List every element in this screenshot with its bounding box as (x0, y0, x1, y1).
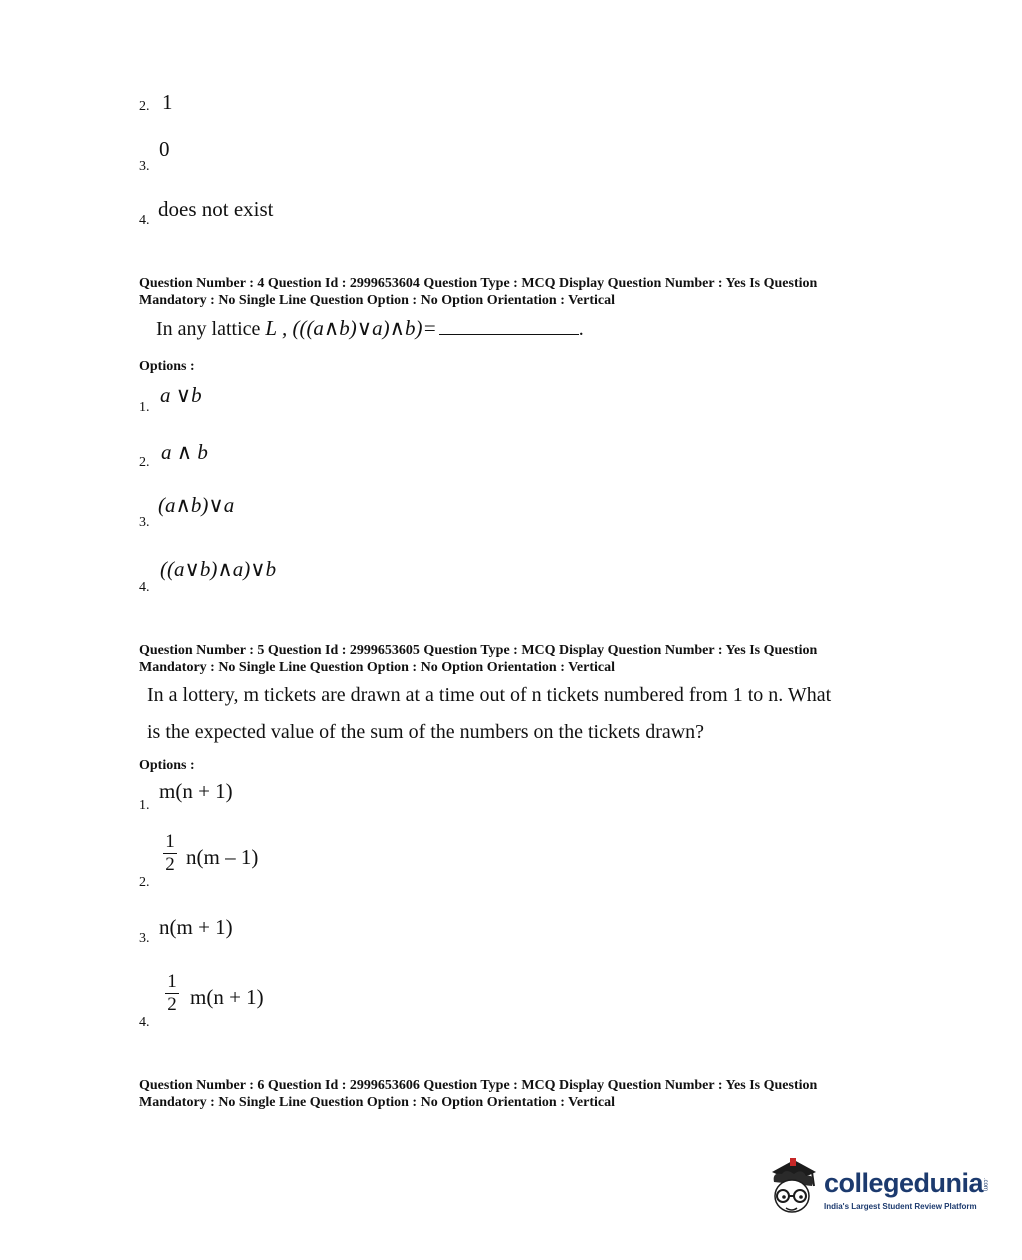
option-number: 3. (139, 515, 150, 530)
logo-tagline: India's Largest Student Review Platform (824, 1202, 977, 1211)
option-number: 1. (139, 798, 150, 813)
question-text-line: is the expected value of the sum of the numbers on the tickets drawn? (147, 721, 705, 743)
question-text (156, 316, 584, 341)
option-number: 4. (139, 580, 150, 595)
question-text-prefix: In any lattice (156, 318, 261, 340)
option-number: 3. (139, 159, 150, 174)
question-metadata-line: Question Number : 5 Question Id : 2999653605 Question Type : MCQ Display Question Number : Yes Is Question (139, 643, 818, 658)
option-text: (a∧b)∨a (158, 493, 235, 517)
option-number: 2. (139, 99, 150, 114)
option-text: n(m + 1) (159, 915, 233, 939)
question-metadata (139, 275, 879, 309)
fraction-denominator: 2 (167, 994, 177, 1015)
question-math: L , (((a∧b)∨a)∧b)= (265, 316, 437, 340)
question-metadata-line: Question Number : 4 Question Id : 2999653604 Question Type : MCQ Display Question Number : Yes Is Question (139, 276, 818, 291)
option-number: 4. (139, 1015, 150, 1030)
option-number: 2. (139, 455, 150, 470)
question-metadata (139, 642, 879, 676)
options-label: Options : (139, 758, 195, 773)
question-metadata (139, 1077, 879, 1111)
mascot-icon (764, 1152, 824, 1222)
question-metadata-line: Question Number : 6 Question Id : 2999653606 Question Type : MCQ Display Question Number : Yes Is Question (139, 1078, 818, 1093)
option-text: n(m – 1) (186, 845, 259, 869)
collegedunia-logo (764, 1150, 1004, 1226)
option-text: ((a∨b)∧a)∨b (160, 557, 277, 581)
question-metadata-line: Mandatory : No Single Line Question Option : No Option Orientation : Vertical (139, 1095, 616, 1110)
fraction (163, 833, 177, 874)
fraction-numerator: 1 (165, 831, 175, 852)
options-label: Options : (139, 359, 195, 374)
option-text: m(n + 1) (190, 985, 264, 1009)
option-text: a ∨b (160, 383, 202, 407)
fraction (165, 973, 179, 1014)
question-text-line: In a lottery, m tickets are drawn at a time out of n tickets numbered from 1 to n. What (147, 684, 832, 706)
option-number: 1. (139, 400, 150, 415)
fraction-denominator: 2 (165, 854, 175, 875)
answer-blank (439, 333, 579, 335)
question-text-suffix: . (578, 318, 584, 340)
option-text: does not exist (158, 197, 274, 221)
option-text: 0 (159, 137, 170, 161)
option-number: 4. (139, 213, 150, 228)
fraction-numerator: 1 (167, 971, 177, 992)
option-text: m(n + 1) (159, 779, 233, 803)
option-text: 1 (162, 90, 173, 114)
logo-wordmark: collegedunia (824, 1168, 984, 1198)
question-metadata-line: Mandatory : No Single Line Question Option : No Option Orientation : Vertical (139, 293, 616, 308)
option-number: 3. (139, 931, 150, 946)
option-number: 2. (139, 875, 150, 890)
option-text: a ∧ b (161, 440, 208, 464)
question-metadata-line: Mandatory : No Single Line Question Option : No Option Orientation : Vertical (139, 660, 616, 675)
logo-domain: .com (982, 1178, 988, 1192)
